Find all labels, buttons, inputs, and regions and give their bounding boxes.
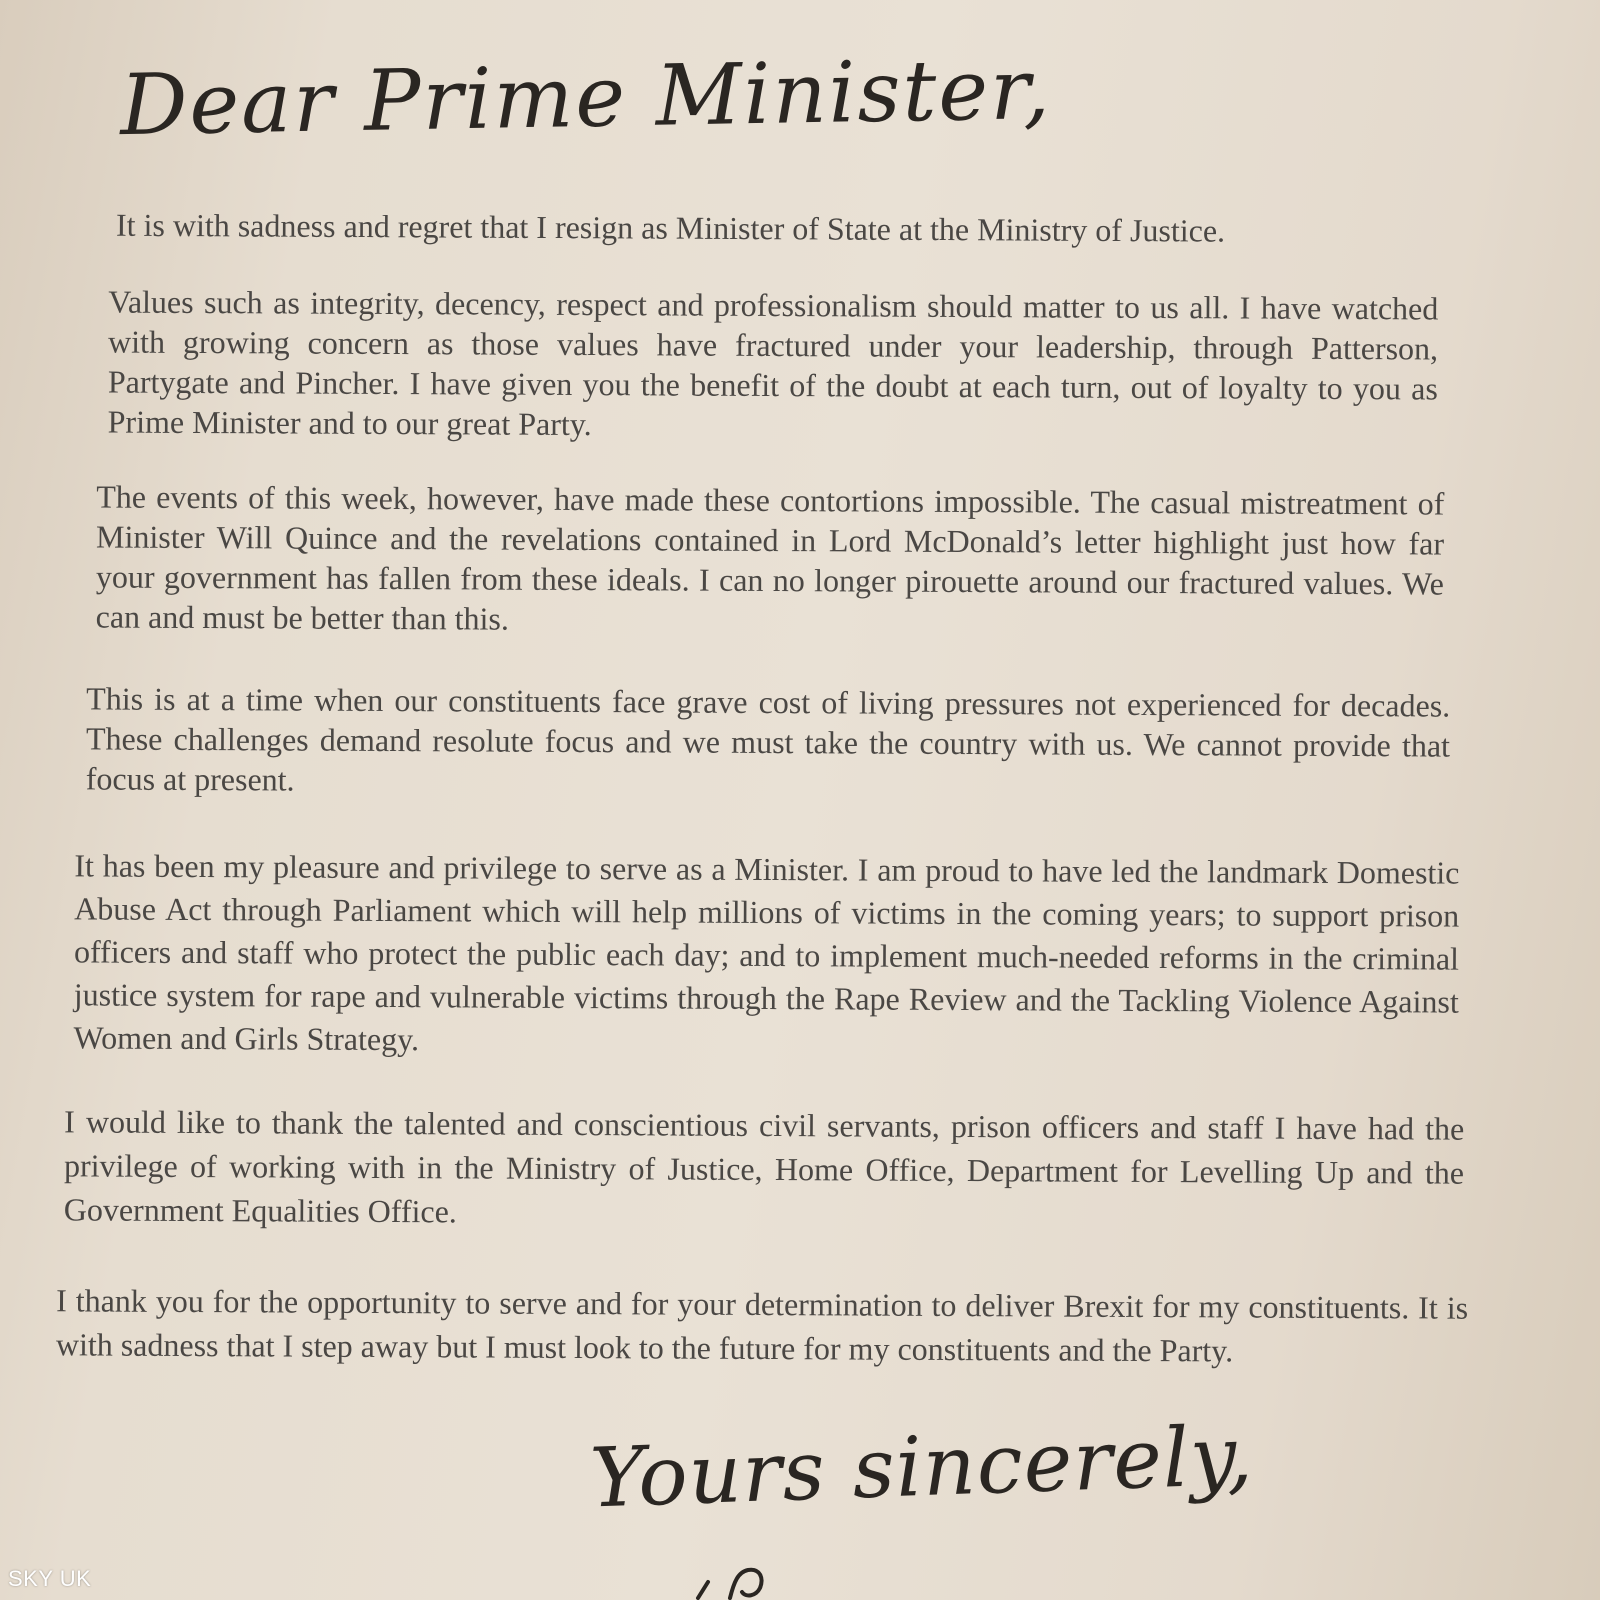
paragraph-thanks-staff: I would like to thank the talented and conscientious civil servants, prison officers and staff I have had the privilege of working with in the Ministry of Justice, Home Office, Department for Levelling Up and the Government Equalities Office.	[63, 1103, 1465, 1230]
paragraph-thanks-pm: I thank you for the opportunity to serve and for your determination to deliver Brexit for my constituents. It is with sadness that I step away but I must look to the future for my constituents and the Party.	[55, 1282, 1469, 1369]
watermark-label: SKY UK	[8, 1566, 92, 1591]
paragraph-achievements: It has been my pleasure and privilege to serve as a Minister. I am proud to have led the landmark Domestic Abuse Act through Parliament which will help millions of victims in the coming years; to support prison officers and staff who protect the public each day; and to implement much-needed reforms in the criminal justice system for rape and vulnerable victims through the Rape Review and the Tackling Violence Against Women and Girls Strategy.	[73, 847, 1460, 1058]
signature-fragment	[690, 1548, 810, 1600]
handwritten-salutation: Dear Prime Minister,	[119, 39, 1053, 155]
paragraph-events: The events of this week, however, have made these contortions impossible. The casual mistreatment of Minister Will Quince and the revelations contained in Lord McDonald’s letter highlight just how far your government has fallen from these ideals. I can no longer pirouette around our fractured values. We can and must be better than this.	[95, 478, 1445, 637]
paragraph-cost-of-living: This is at a time when our constituents face grave cost of living pressures not experienced for decades. These challenges demand resolute focus and we must take the country with us. We cannot provide that focus at present.	[85, 680, 1451, 798]
handwritten-closing: Yours sincerely,	[588, 1408, 1256, 1527]
paragraph-resignation: It is with sadness and regret that I resign as Minister of State at the Ministry of Justice.	[115, 206, 1226, 249]
paragraph-values: Values such as integrity, decency, respect and professionalism should matter to us all. I have watched with growing concern as those values have fractured under your leadership, through Patterson, Partygate and Pincher. I have given you the benefit of the doubt at each turn, out of loyalty to you as Prime Minister and to our great Party.	[107, 283, 1439, 443]
